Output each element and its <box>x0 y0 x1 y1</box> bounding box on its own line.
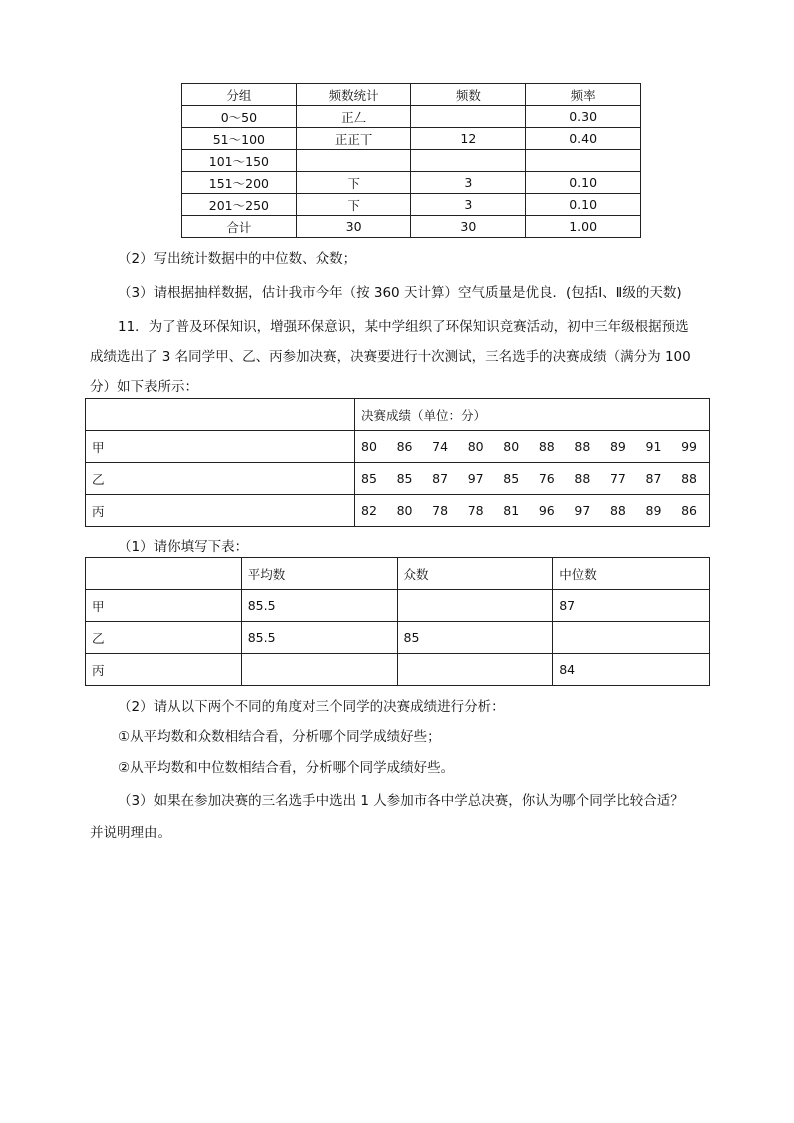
table-header-row <box>86 399 710 431</box>
score: 74 <box>432 439 449 454</box>
header-cell: 频数 <box>411 84 526 106</box>
table-row <box>182 106 641 128</box>
empty-header-cell <box>86 399 355 431</box>
student-name: 丙 <box>86 495 355 527</box>
question-3: （3）请根据抽样数据，估计我市今年（按 360 天计算）空气质量是优良．(包括Ⅰ、Ⅱ级的天数) <box>118 285 682 301</box>
table-cell: 85.5 <box>241 590 397 622</box>
table-header-row <box>86 558 710 590</box>
table-cell: 正𠃋 <box>296 106 411 128</box>
score: 88 <box>574 471 591 486</box>
scores-header: 决赛成绩（单位：分） <box>355 399 710 431</box>
table-cell: 3 <box>411 194 526 216</box>
score: 85 <box>361 471 377 486</box>
score: 99 <box>681 439 697 454</box>
student-name: 乙 <box>86 463 355 495</box>
score: 89 <box>609 439 626 454</box>
problem-11-line-3: 分）如下表所示： <box>90 379 198 395</box>
scores-cell <box>355 463 710 495</box>
table-cell: 0.40 <box>526 128 641 150</box>
table-cell: 101～150 <box>182 150 297 172</box>
score: 76 <box>538 471 555 486</box>
table-cell <box>397 590 553 622</box>
scores-cell <box>355 431 710 463</box>
score: 88 <box>574 439 591 454</box>
table-row <box>86 590 710 622</box>
header-cell: 分组 <box>182 84 297 106</box>
table-cell: 30 <box>411 216 526 238</box>
table-cell: 85 <box>397 622 553 654</box>
score: 87 <box>432 471 449 486</box>
score: 82 <box>361 503 377 518</box>
problem-11-line-1: 11．为了普及环保知识，增强环保意识，某中学组织了环保知识竞赛活动，初中三年级根据预选 <box>118 319 689 335</box>
table-row <box>182 194 641 216</box>
table-cell: 51～100 <box>182 128 297 150</box>
header-cell: 频率 <box>526 84 641 106</box>
score: 80 <box>467 439 484 454</box>
score: 80 <box>503 439 520 454</box>
table-cell <box>553 622 710 654</box>
question-11-2a: ①从平均数和众数相结合看，分析哪个同学成绩好些； <box>118 729 441 745</box>
score: 85 <box>396 471 413 486</box>
table-row <box>182 150 641 172</box>
student-name: 甲 <box>86 431 355 463</box>
question-11-3-line-1: （3）如果在参加决赛的三名选手中选出 1 人参加市各中学总决赛，你认为哪个同学比较合适？ <box>118 793 684 809</box>
statistics-table <box>85 557 710 686</box>
score: 86 <box>681 503 697 518</box>
table-row <box>182 216 641 238</box>
table-row <box>86 622 710 654</box>
score: 80 <box>361 439 377 454</box>
score: 91 <box>645 439 662 454</box>
table-cell: 151～200 <box>182 172 297 194</box>
question-11-1: （1）请你填写下表： <box>118 539 249 555</box>
question-2: （2）写出统计数据中的中位数、众数； <box>118 251 357 267</box>
header-cell: 众数 <box>397 558 553 590</box>
question-11-3-line-2: 并说明理由。 <box>90 825 171 841</box>
score: 96 <box>538 503 555 518</box>
table-row <box>86 431 710 463</box>
table-cell <box>241 654 397 686</box>
table-cell <box>397 654 553 686</box>
table-cell: 丙 <box>86 654 242 686</box>
frequency-table <box>181 83 641 238</box>
score: 88 <box>681 471 697 486</box>
score: 97 <box>467 471 484 486</box>
table-cell <box>296 150 411 172</box>
table-cell: 84 <box>553 654 710 686</box>
score: 88 <box>538 439 555 454</box>
table-row <box>86 654 710 686</box>
table-row <box>86 495 710 527</box>
table-cell <box>411 150 526 172</box>
score: 86 <box>396 439 413 454</box>
table-row <box>182 172 641 194</box>
table-cell: 12 <box>411 128 526 150</box>
header-cell: 平均数 <box>241 558 397 590</box>
score: 88 <box>609 503 626 518</box>
score: 97 <box>574 503 591 518</box>
table-cell: 201～250 <box>182 194 297 216</box>
table-cell: 下 <box>296 194 411 216</box>
question-11-2b: ②从平均数和中位数相结合看，分析哪个同学成绩好些。 <box>118 760 455 776</box>
header-cell: 频数统计 <box>296 84 411 106</box>
table-cell: 乙 <box>86 622 242 654</box>
table-cell: 30 <box>296 216 411 238</box>
table-cell: 1.00 <box>526 216 641 238</box>
table-cell: 正正丅 <box>296 128 411 150</box>
score: 81 <box>503 503 520 518</box>
score: 85 <box>503 471 520 486</box>
score: 78 <box>432 503 449 518</box>
table-cell: 3 <box>411 172 526 194</box>
table-cell: 下 <box>296 172 411 194</box>
problem-11-line-2: 成绩选出了 3 名同学甲、乙、丙参加决赛，决赛要进行十次测试，三名选手的决赛成绩（满分为 100 <box>90 349 691 365</box>
score: 87 <box>645 471 662 486</box>
table-cell: 0～50 <box>182 106 297 128</box>
table-row <box>86 463 710 495</box>
table-cell: 0.10 <box>526 194 641 216</box>
table-cell: 合计 <box>182 216 297 238</box>
table-row <box>182 128 641 150</box>
table-cell: 0.10 <box>526 172 641 194</box>
table-cell: 87 <box>553 590 710 622</box>
header-cell <box>86 558 242 590</box>
table-cell: 0.30 <box>526 106 641 128</box>
header-cell: 中位数 <box>553 558 710 590</box>
table-cell: 85.5 <box>241 622 397 654</box>
score: 80 <box>396 503 413 518</box>
score: 78 <box>467 503 484 518</box>
score: 77 <box>609 471 626 486</box>
scores-table <box>85 398 710 527</box>
table-cell: 甲 <box>86 590 242 622</box>
score: 89 <box>645 503 662 518</box>
table-cell <box>411 106 526 128</box>
table-cell <box>526 150 641 172</box>
scores-cell <box>355 495 710 527</box>
question-11-2: （2）请从以下两个不同的角度对三个同学的决赛成绩进行分析： <box>118 699 505 715</box>
table-header-row <box>182 84 641 106</box>
